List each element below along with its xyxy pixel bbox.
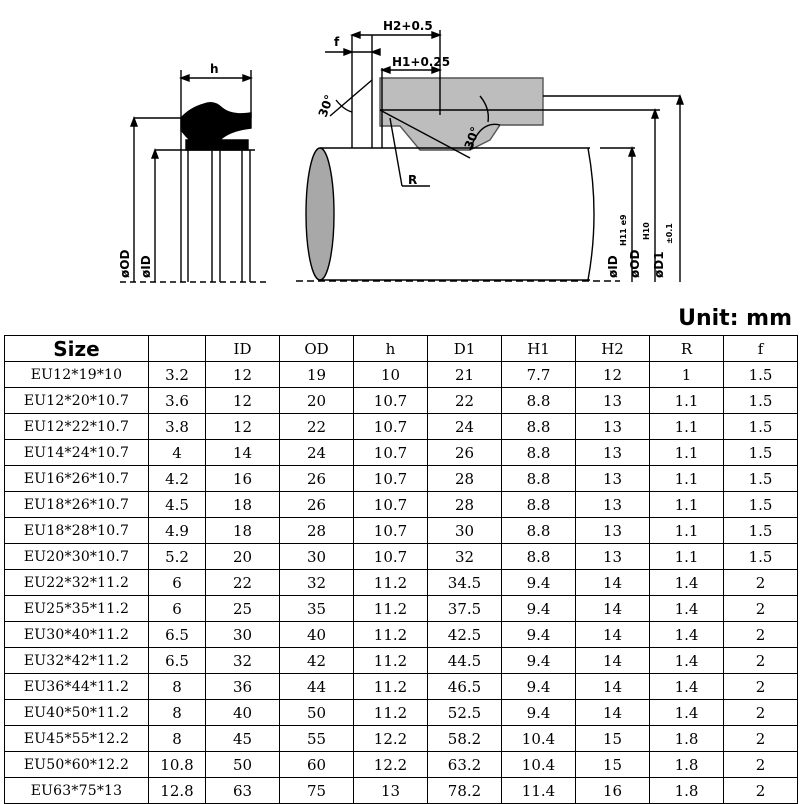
cell-id: 30	[206, 622, 280, 648]
cell-d1: 32	[428, 544, 502, 570]
od-dimension-label: øOD	[118, 249, 132, 278]
table-header-row	[5, 336, 798, 362]
cell-h2: 13	[576, 440, 650, 466]
d1-tolerance-label: ±0.1	[665, 223, 674, 244]
cell-id: 18	[206, 518, 280, 544]
cell-h1: 8.8	[502, 518, 576, 544]
cell-od: 35	[280, 596, 354, 622]
cell-id: 12	[206, 362, 280, 388]
cell-h: 11.2	[354, 570, 428, 596]
cell-d1: 22	[428, 388, 502, 414]
table-row	[5, 648, 798, 674]
cell-f: 1.5	[724, 492, 798, 518]
cell-col2: 4	[149, 440, 206, 466]
cell-h1: 8.8	[502, 466, 576, 492]
cell-h2: 13	[576, 518, 650, 544]
cell-id: 22	[206, 570, 280, 596]
cell-size: EU36*44*11.2	[5, 674, 149, 700]
cell-id: 50	[206, 752, 280, 778]
cell-h2: 15	[576, 752, 650, 778]
cell-od: 42	[280, 648, 354, 674]
cell-h1: 9.4	[502, 648, 576, 674]
cell-h1: 8.8	[502, 544, 576, 570]
f-dimension-label: f	[334, 35, 340, 49]
cell-h: 10.7	[354, 388, 428, 414]
header-size: Size	[5, 336, 149, 362]
cell-id: 40	[206, 700, 280, 726]
cell-col2: 4.5	[149, 492, 206, 518]
cell-d1: 28	[428, 492, 502, 518]
cell-h: 10.7	[354, 518, 428, 544]
cell-id: 18	[206, 492, 280, 518]
cell-f: 2	[724, 622, 798, 648]
cell-h: 11.2	[354, 596, 428, 622]
cell-col2: 6	[149, 570, 206, 596]
cell-r: 1.1	[650, 466, 724, 492]
cell-r: 1.4	[650, 674, 724, 700]
cell-f: 1.5	[724, 518, 798, 544]
cell-size: EU16*26*10.7	[5, 466, 149, 492]
cell-r: 1.4	[650, 570, 724, 596]
unit-label: Unit: mm	[678, 306, 792, 331]
cell-f: 2	[724, 778, 798, 804]
cell-size: EU25*35*11.2	[5, 596, 149, 622]
cell-h1: 10.4	[502, 726, 576, 752]
radius-label: R	[408, 173, 418, 187]
table-row	[5, 414, 798, 440]
cell-f: 1.5	[724, 388, 798, 414]
cell-size: EU20*30*10.7	[5, 544, 149, 570]
cell-h1: 8.8	[502, 388, 576, 414]
cell-h1: 8.8	[502, 492, 576, 518]
cell-col2: 3.6	[149, 388, 206, 414]
cell-od: 20	[280, 388, 354, 414]
cell-h: 12.2	[354, 752, 428, 778]
od-fit-label: øOD	[628, 249, 642, 278]
cell-size: EU12*22*10.7	[5, 414, 149, 440]
cell-h1: 10.4	[502, 752, 576, 778]
cell-col2: 12.8	[149, 778, 206, 804]
table-row	[5, 596, 798, 622]
cell-d1: 63.2	[428, 752, 502, 778]
cell-size: EU14*24*10.7	[5, 440, 149, 466]
cell-f: 2	[724, 596, 798, 622]
seal-size-table	[4, 335, 798, 804]
cell-h2: 13	[576, 492, 650, 518]
cell-h1: 9.4	[502, 700, 576, 726]
cell-f: 1.5	[724, 440, 798, 466]
cell-id: 14	[206, 440, 280, 466]
cell-size: EU30*40*11.2	[5, 622, 149, 648]
cell-h1: 9.4	[502, 596, 576, 622]
table-row	[5, 362, 798, 388]
cell-h2: 14	[576, 570, 650, 596]
cell-od: 22	[280, 414, 354, 440]
cell-h2: 14	[576, 648, 650, 674]
cell-h1: 11.4	[502, 778, 576, 804]
header-d1: D1	[428, 336, 502, 362]
cell-col2: 4.9	[149, 518, 206, 544]
cell-col2: 5.2	[149, 544, 206, 570]
cell-id: 32	[206, 648, 280, 674]
cell-id: 63	[206, 778, 280, 804]
cell-h1: 9.4	[502, 570, 576, 596]
table-row	[5, 518, 798, 544]
cell-size: EU63*75*13	[5, 778, 149, 804]
cell-od: 60	[280, 752, 354, 778]
cell-col2: 8	[149, 726, 206, 752]
cell-r: 1.1	[650, 492, 724, 518]
cell-d1: 34.5	[428, 570, 502, 596]
cell-h: 11.2	[354, 674, 428, 700]
cell-col2: 4.2	[149, 466, 206, 492]
id-fit-label: øID	[606, 255, 620, 278]
cell-h2: 13	[576, 388, 650, 414]
h-dimension-label: h	[210, 62, 219, 76]
cell-h2: 13	[576, 414, 650, 440]
chamfer-angle-right-label: 30°	[461, 124, 483, 152]
cell-h2: 14	[576, 596, 650, 622]
cell-h: 10.7	[354, 544, 428, 570]
cell-h2: 12	[576, 362, 650, 388]
cell-r: 1.1	[650, 388, 724, 414]
cell-od: 55	[280, 726, 354, 752]
cell-h2: 13	[576, 466, 650, 492]
cell-col2: 6.5	[149, 648, 206, 674]
cell-id: 12	[206, 388, 280, 414]
cell-col2: 8	[149, 674, 206, 700]
cell-h2: 13	[576, 544, 650, 570]
cell-id: 25	[206, 596, 280, 622]
table-row	[5, 466, 798, 492]
cell-col2: 3.2	[149, 362, 206, 388]
cell-h1: 9.4	[502, 622, 576, 648]
table-row	[5, 492, 798, 518]
cell-h2: 14	[576, 622, 650, 648]
cell-r: 1.8	[650, 726, 724, 752]
h1-dimension-label: H1+0.25	[392, 55, 451, 69]
cell-id: 36	[206, 674, 280, 700]
cell-r: 1.1	[650, 440, 724, 466]
table-row	[5, 440, 798, 466]
chamfer-angle-left-label: 30°	[315, 92, 337, 120]
cell-col2: 6.5	[149, 622, 206, 648]
id-tolerance-label: H11 e9	[619, 214, 628, 246]
cell-h: 10	[354, 362, 428, 388]
cell-size: EU18*26*10.7	[5, 492, 149, 518]
cell-od: 28	[280, 518, 354, 544]
header-od: OD	[280, 336, 354, 362]
cell-f: 2	[724, 570, 798, 596]
cell-size: EU12*20*10.7	[5, 388, 149, 414]
cell-r: 1.1	[650, 518, 724, 544]
cell-r: 1.4	[650, 700, 724, 726]
cell-d1: 21	[428, 362, 502, 388]
cell-h2: 16	[576, 778, 650, 804]
cell-h: 12.2	[354, 726, 428, 752]
table-row	[5, 622, 798, 648]
seal-cross-section	[120, 70, 270, 282]
cell-od: 40	[280, 622, 354, 648]
table-row	[5, 726, 798, 752]
cell-h: 10.7	[354, 414, 428, 440]
cell-h2: 14	[576, 674, 650, 700]
cell-f: 1.5	[724, 362, 798, 388]
cell-h: 10.7	[354, 492, 428, 518]
cell-size: EU22*32*11.2	[5, 570, 149, 596]
od-tolerance-label: H10	[642, 222, 651, 240]
table-row	[5, 544, 798, 570]
cell-od: 32	[280, 570, 354, 596]
cell-od: 19	[280, 362, 354, 388]
cell-id: 16	[206, 466, 280, 492]
cell-h2: 15	[576, 726, 650, 752]
header-id: ID	[206, 336, 280, 362]
cell-col2: 6	[149, 596, 206, 622]
cell-d1: 78.2	[428, 778, 502, 804]
header-r: R	[650, 336, 724, 362]
cell-h1: 8.8	[502, 414, 576, 440]
cell-f: 2	[724, 752, 798, 778]
cell-f: 2	[724, 700, 798, 726]
cell-id: 20	[206, 544, 280, 570]
cell-col2: 8	[149, 700, 206, 726]
cell-d1: 46.5	[428, 674, 502, 700]
cell-id: 45	[206, 726, 280, 752]
table-row	[5, 700, 798, 726]
cell-h: 11.2	[354, 648, 428, 674]
cell-d1: 26	[428, 440, 502, 466]
cell-h: 10.7	[354, 466, 428, 492]
table-row	[5, 752, 798, 778]
cell-d1: 37.5	[428, 596, 502, 622]
table-row	[5, 388, 798, 414]
cell-f: 2	[724, 674, 798, 700]
cell-od: 75	[280, 778, 354, 804]
cell-f: 1.5	[724, 466, 798, 492]
cell-size: EU12*19*10	[5, 362, 149, 388]
cell-size: EU18*28*10.7	[5, 518, 149, 544]
cell-id: 12	[206, 414, 280, 440]
cell-r: 1.4	[650, 596, 724, 622]
cell-r: 1.4	[650, 622, 724, 648]
cell-h: 13	[354, 778, 428, 804]
cell-col2: 3.8	[149, 414, 206, 440]
cell-f: 2	[724, 726, 798, 752]
cell-d1: 44.5	[428, 648, 502, 674]
d1-label: øD1	[652, 251, 666, 278]
cell-h1: 9.4	[502, 674, 576, 700]
cell-d1: 30	[428, 518, 502, 544]
cell-od: 24	[280, 440, 354, 466]
cell-r: 1.1	[650, 414, 724, 440]
cell-d1: 52.5	[428, 700, 502, 726]
header-h: h	[354, 336, 428, 362]
header-blank	[149, 336, 206, 362]
header-h2: H2	[576, 336, 650, 362]
table-row	[5, 570, 798, 596]
cell-d1: 28	[428, 466, 502, 492]
h2-dimension-label: H2+0.5	[383, 19, 433, 33]
cell-size: EU50*60*12.2	[5, 752, 149, 778]
cell-h: 11.2	[354, 700, 428, 726]
table-body	[5, 362, 798, 804]
cell-r: 1.4	[650, 648, 724, 674]
cell-od: 50	[280, 700, 354, 726]
cell-h: 10.7	[354, 440, 428, 466]
cell-r: 1.8	[650, 752, 724, 778]
cell-f: 1.5	[724, 544, 798, 570]
cell-size: EU45*55*12.2	[5, 726, 149, 752]
cell-r: 1.1	[650, 544, 724, 570]
cell-d1: 58.2	[428, 726, 502, 752]
table-row	[5, 674, 798, 700]
cell-size: EU40*50*11.2	[5, 700, 149, 726]
cell-h1: 8.8	[502, 440, 576, 466]
cell-r: 1.8	[650, 778, 724, 804]
cell-size: EU32*42*11.2	[5, 648, 149, 674]
cell-f: 1.5	[724, 414, 798, 440]
cell-f: 2	[724, 648, 798, 674]
cell-h: 11.2	[354, 622, 428, 648]
cell-d1: 24	[428, 414, 502, 440]
cell-h2: 14	[576, 700, 650, 726]
cell-od: 26	[280, 466, 354, 492]
cell-r: 1	[650, 362, 724, 388]
cell-d1: 42.5	[428, 622, 502, 648]
cell-od: 30	[280, 544, 354, 570]
cell-h1: 7.7	[502, 362, 576, 388]
seal-technical-drawing	[0, 0, 800, 300]
header-f: f	[724, 336, 798, 362]
cell-od: 26	[280, 492, 354, 518]
header-h1: H1	[502, 336, 576, 362]
cell-od: 44	[280, 674, 354, 700]
id-dimension-label: øID	[139, 255, 153, 278]
cell-col2: 10.8	[149, 752, 206, 778]
